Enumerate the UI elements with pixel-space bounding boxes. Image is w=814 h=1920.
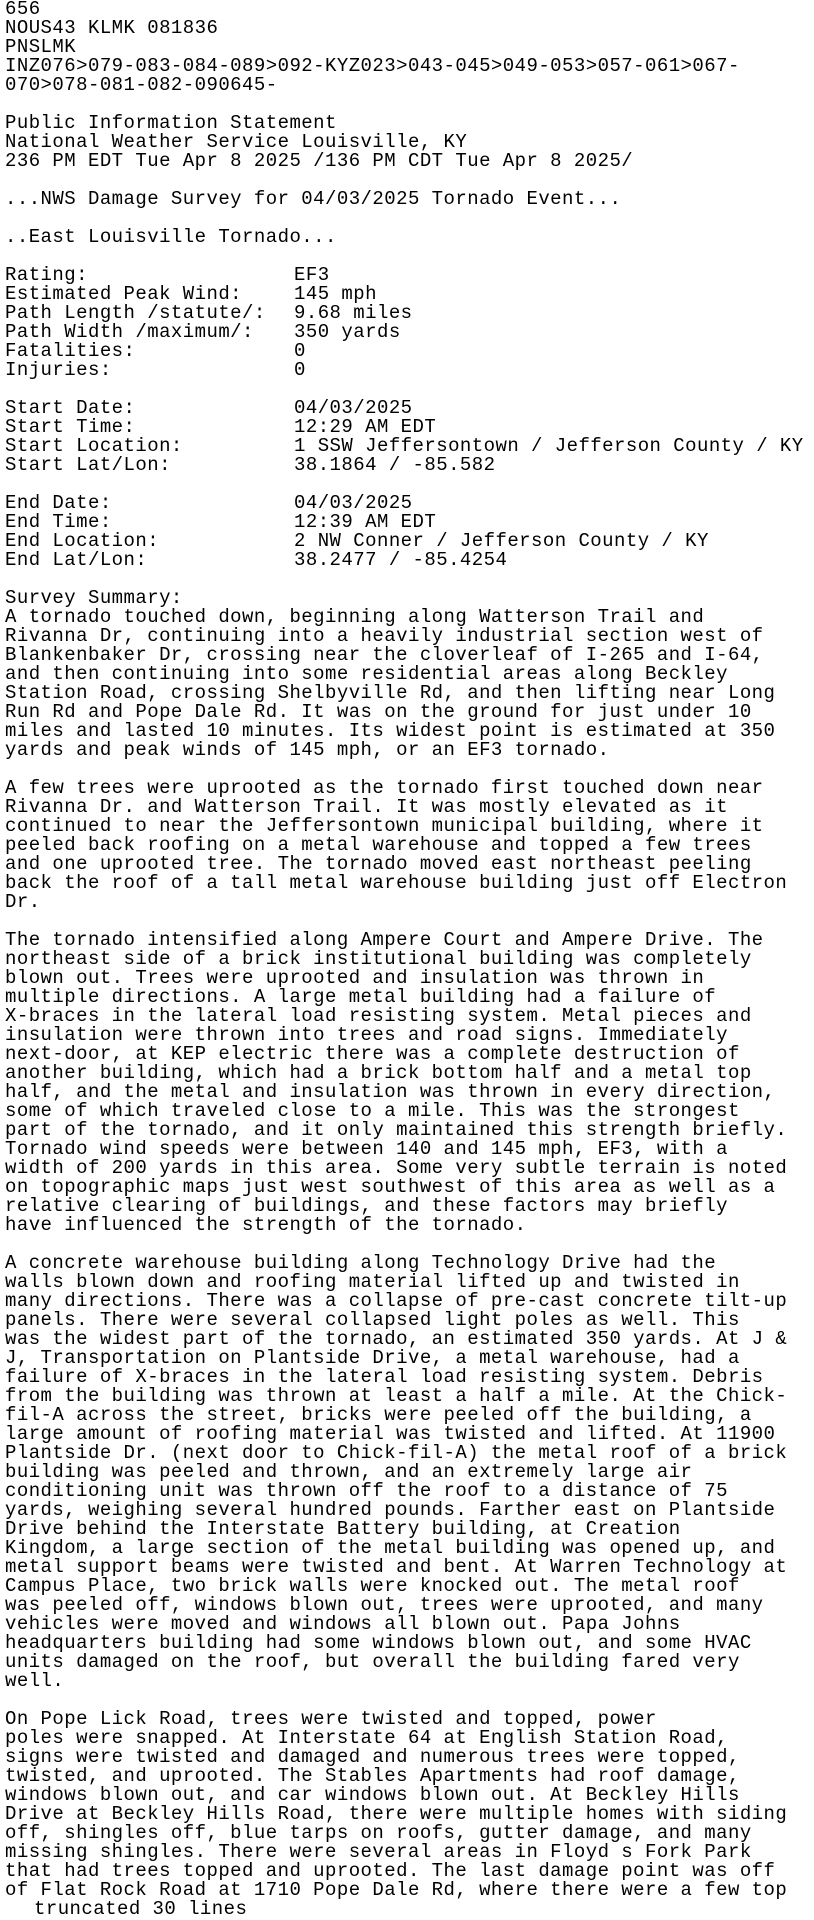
paragraph-line: Plantside Dr. (next door to Chick-fil-A) the metal roof of a brick [5, 1442, 788, 1464]
paragraph-line: building was peeled and thrown, and an extremely large air [5, 1461, 693, 1483]
paragraph-line: twisted, and uprooted. The Stables Apartments had roof damage, [5, 1765, 740, 1787]
paragraph-line: units damaged on the roof, but overall the building fared very [5, 1651, 740, 1673]
field-label: End Location: [5, 530, 160, 552]
field-label: End Lat/Lon: [5, 549, 148, 571]
field-label: Start Lat/Lon: [5, 454, 171, 476]
end-field [5, 551, 814, 570]
field-value: 04/03/2025 [294, 492, 413, 514]
paragraph-line: fil-A across the street, bricks were peeled off the building, a [5, 1404, 752, 1426]
paragraph-line: part of the tornado, and it only maintained this strength briefly. [5, 1119, 788, 1141]
paragraph-line: metal support beams were twisted and bent. At Warren Technology at [5, 1556, 788, 1578]
paragraph-line: Kingdom, a large section of the metal building was opened up, and [5, 1537, 776, 1559]
event-title: ..East Louisville Tornado... [5, 226, 337, 248]
field-label: Path Length /statute/: [5, 302, 266, 324]
paragraph-line: was the widest part of the tornado, an estimated 350 yards. At J & [5, 1328, 788, 1350]
paragraph-line: conditioning unit was thrown off the roof to a distance of 75 [5, 1480, 728, 1502]
paragraph-line: A tornado touched down, beginning along Watterson Trail and [5, 606, 705, 628]
paragraph-line: Run Rd and Pope Dale Rd. It was on the ground for just under 10 [5, 701, 752, 723]
field-value: 0 [294, 340, 306, 362]
paragraph-line: signs were twisted and damaged and numerous trees were topped, [5, 1746, 740, 1768]
paragraph-line: have influenced the strength of the tornado. [5, 1214, 527, 1236]
truncation-note: truncated 30 lines [34, 1898, 248, 1920]
field-value: 2 NW Conner / Jefferson County / KY [294, 530, 709, 552]
paragraph-line: back the roof of a tall metal warehouse building just off Electron [5, 872, 788, 894]
field-value: 38.2477 / -85.4254 [294, 549, 508, 571]
field-value: 0 [294, 359, 306, 381]
field-value: 9.68 miles [294, 302, 413, 324]
paragraph-line: Tornado wind speeds were between 140 and 145 mph, EF3, with a [5, 1138, 728, 1160]
field-value: 1 SSW Jeffersontown / Jefferson County / KY [294, 435, 804, 457]
field-label: Rating: [5, 264, 88, 286]
paragraph-line: that had trees topped and uprooted. The last damage point was off [5, 1860, 776, 1882]
paragraph-line: walls blown down and roofing material lifted up and twisted in [5, 1271, 740, 1293]
field-value: 38.1864 / -85.582 [294, 454, 496, 476]
paragraph-line: The tornado intensified along Ampere Court and Ampere Drive. The [5, 929, 764, 951]
paragraph-line: Drive behind the Interstate Battery building, at Creation [5, 1518, 681, 1540]
field-label: Start Location: [5, 435, 183, 457]
paragraph-line: miles and lasted 10 minutes. Its widest point is estimated at 350 [5, 720, 776, 742]
paragraph-line: Blankenbaker Dr, crossing near the cloverleaf of I-265 and I-64, [5, 644, 764, 666]
survey-summary-label: Survey Summary: [5, 587, 183, 609]
field-label: End Date: [5, 492, 112, 514]
paragraph-line: Campus Place, two brick walls were knocked out. The metal roof [5, 1575, 740, 1597]
paragraph-line: width of 200 yards in this area. Some very subtle terrain is noted [5, 1157, 788, 1179]
statement-header-line: National Weather Service Louisville, KY [5, 131, 468, 153]
field-value: 04/03/2025 [294, 397, 413, 419]
field-label: Estimated Peak Wind: [5, 283, 243, 305]
paragraph-line: was peeled off, windows blown out, trees were uprooted, and many [5, 1594, 764, 1616]
blank-line [5, 247, 814, 266]
paragraph-line: X-braces in the lateral load resisting system. Metal pieces and [5, 1005, 752, 1027]
paragraph-line: poles were snapped. At Interstate 64 at English Station Road, [5, 1727, 728, 1749]
paragraph-line: northeast side of a brick institutional building was completely [5, 948, 752, 970]
field-value: 145 mph [294, 283, 377, 305]
paragraph-line: multiple directions. A large metal building had a failure of [5, 986, 717, 1008]
paragraph-line: off, shingles off, blue tarps on roofs, gutter damage, and many [5, 1822, 752, 1844]
paragraph-line: and one uprooted tree. The tornado moved east northeast peeling [5, 853, 752, 875]
paragraph-line: panels. There were several collapsed light poles as well. This [5, 1309, 740, 1331]
field-value: EF3 [294, 264, 330, 286]
field-label: Start Time: [5, 416, 136, 438]
paragraph-line: headquarters building had some windows blown out, and some HVAC [5, 1632, 752, 1654]
paragraph-line: blown out. Trees were uprooted and insulation was thrown in [5, 967, 705, 989]
paragraph-line: J, Transportation on Plantside Drive, a metal warehouse, had a [5, 1347, 740, 1369]
paragraph-line: from the building was thrown at least a half a mile. At the Chick- [5, 1385, 788, 1407]
paragraph-line: failure of X-braces in the lateral load resisting system. Debris [5, 1366, 764, 1388]
paragraph-line: windows blown out, and car windows blown out. At Beckley Hills [5, 1784, 740, 1806]
paragraph-line: A concrete warehouse building along Technology Drive had the [5, 1252, 717, 1274]
field-label: Injuries: [5, 359, 112, 381]
field-value: 12:29 AM EDT [294, 416, 437, 438]
product-header-line: 070>078-081-082-090645- [5, 74, 278, 96]
paragraph-line: continued to near the Jeffersontown municipal building, where it [5, 815, 764, 837]
paragraph-line: Rivanna Dr, continuing into a heavily industrial section west of [5, 625, 764, 647]
paragraph-line: well. [5, 1670, 65, 1692]
paragraph-line: large amount of roofing material was twisted and lifted. At 11900 [5, 1423, 776, 1445]
rating-field [5, 342, 814, 361]
paragraph-line: another building, which had a brick bottom half and a metal top [5, 1062, 752, 1084]
paragraph-line: Drive at Beckley Hills Road, there were multiple homes with siding [5, 1803, 788, 1825]
paragraph-line: many directions. There was a collapse of pre-cast concrete tilt-up [5, 1290, 788, 1312]
start-field [5, 456, 814, 475]
paragraph-line: yards and peak winds of 145 mph, or an EF3 tornado. [5, 739, 610, 761]
headline: ...NWS Damage Survey for 04/03/2025 Tornado Event... [5, 188, 622, 210]
product-header-line: 656 [5, 0, 41, 20]
field-label: Path Width /maximum/: [5, 321, 254, 343]
paragraph-line: Dr. [5, 891, 41, 913]
field-label: Fatalities: [5, 340, 136, 362]
paragraph-line: insulation were thrown into trees and road signs. Immediately [5, 1024, 728, 1046]
statement-header-line: 236 PM EDT Tue Apr 8 2025 /136 PM CDT Tue Apr 8 2025/ [5, 150, 634, 172]
paragraph-line: A few trees were uprooted as the tornado first touched down near [5, 777, 764, 799]
field-label: End Time: [5, 511, 112, 533]
paragraph-line: Rivanna Dr. and Watterson Trail. It was mostly elevated as it [5, 796, 728, 818]
paragraph-line: vehicles were moved and windows all blown out. Papa Johns [5, 1613, 681, 1635]
field-label: Start Date: [5, 397, 136, 419]
paragraph-line: peeled back roofing on a metal warehouse and topped a few trees [5, 834, 752, 856]
product-header-line: NOUS43 KLMK 081836 [5, 17, 219, 39]
field-value: 350 yards [294, 321, 401, 343]
paragraph-line: and then continuing into some residential areas along Beckley [5, 663, 728, 685]
rating-field [5, 361, 814, 380]
statement-header-line: Public Information Statement [5, 112, 337, 134]
paragraph-line: missing shingles. There were several areas in Floyd s Fork Park [5, 1841, 752, 1863]
paragraph-line: some of which traveled close to a mile. This was the strongest [5, 1100, 740, 1122]
paragraph-line: Station Road, crossing Shelbyville Rd, and then lifting near Long [5, 682, 776, 704]
product-header-line: INZ076>079-083-084-089>092-KYZ023>043-045>049-053>057-061>067- [5, 55, 740, 77]
paragraph-line: half, and the metal and insulation was thrown in every direction, [5, 1081, 776, 1103]
paragraph-line: On Pope Lick Road, trees were twisted and topped, power [5, 1708, 657, 1730]
paragraph-line: relative clearing of buildings, and these factors may briefly [5, 1195, 728, 1217]
field-value: 12:39 AM EDT [294, 511, 437, 533]
paragraph-line: on topographic maps just west southwest of this area as well as a [5, 1176, 776, 1198]
product-header-line: PNSLMK [5, 36, 77, 58]
paragraph-line: of Flat Rock Road at 1710 Pope Dale Rd, where there were a few top [5, 1879, 788, 1901]
paragraph-line: next-door, at KEP electric there was a complete destruction of [5, 1043, 740, 1065]
paragraph-line: yards, weighing several hundred pounds. Farther east on Plantside [5, 1499, 776, 1521]
